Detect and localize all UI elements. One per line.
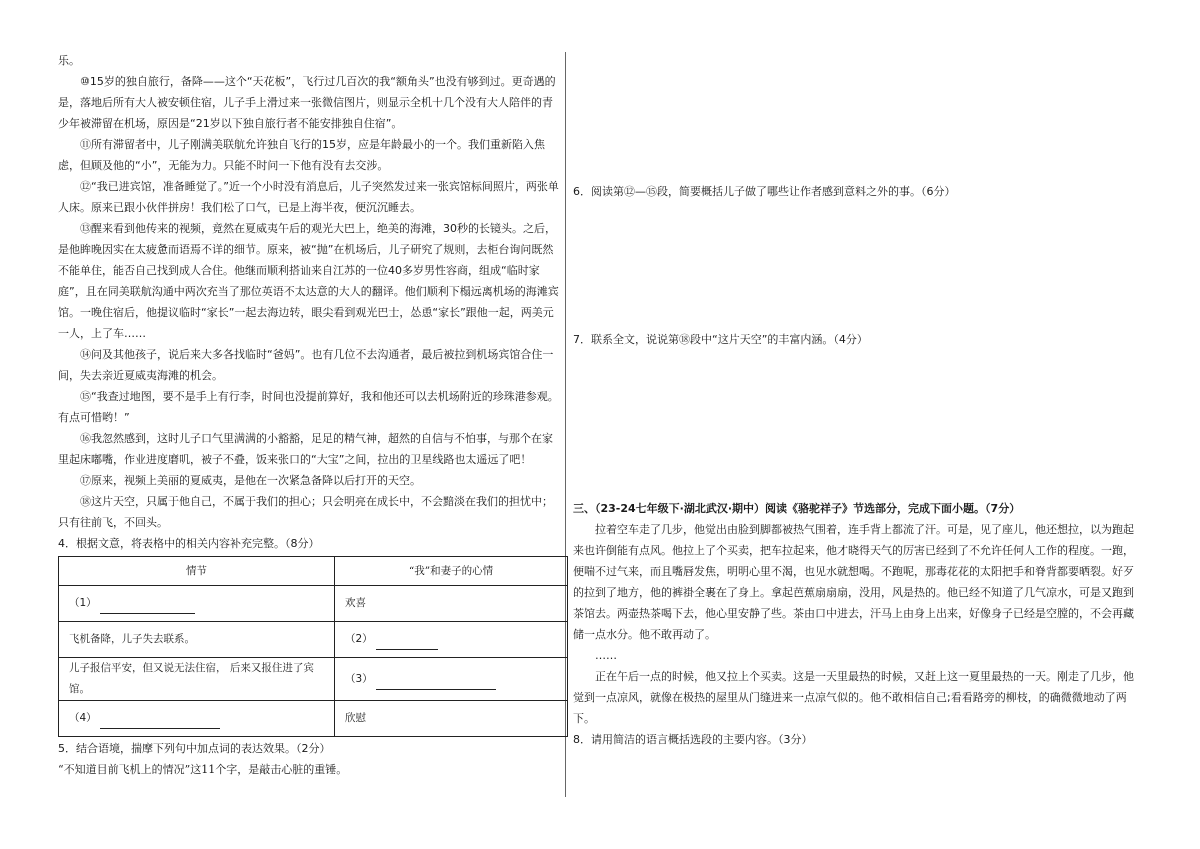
blank-label: （1） bbox=[69, 597, 97, 609]
table-row bbox=[59, 658, 568, 701]
table-cell: 儿子报信平安，但又说无法住宿， 后来又报住进了宾馆。 bbox=[59, 658, 335, 701]
table-cell bbox=[335, 658, 568, 701]
answer-table bbox=[58, 556, 568, 737]
paragraph-16: ⑯我忽然感到，这时儿子口气里满满的小豁豁，足足的精气神，超然的自信与不怕事，与那个在家里起床嘟嘴，作业进度磨叽，被子不叠，饭来张口的“大宝”之间，拉出的卫星线路也太遥远了吧！ bbox=[58, 432, 553, 466]
table-row bbox=[59, 586, 568, 622]
table-header-plot: 情节 bbox=[59, 557, 335, 586]
paragraph-10: ⑩15岁的独自旅行，备降——这个“天花板”，飞行过几百次的我“额角头”也没有够到过。更奇遇的是，落地后所有大人被安顿住宿，儿子手上滑过来一张微信图片，则显示全机十几个没有大人陪伴的青少年被滞留在机场，原因是“21岁以下独自旅行者不能安排独自住宿”。 bbox=[58, 75, 556, 130]
answer-blank[interactable] bbox=[376, 637, 438, 650]
blank-label: （3） bbox=[345, 672, 373, 685]
question-7: 7．联系全文，说说第⑱段中“这片天空”的丰富内涵。（4分） bbox=[573, 333, 868, 346]
blank-label: （4） bbox=[69, 712, 97, 724]
table-row bbox=[59, 622, 568, 658]
paragraph-14: ⑭问及其他孩子，说后来大多各找临时“爸妈”。也有几位不去沟通者，最后被拉到机场宾馆合住一间，失去亲近夏威夷海滩的机会。 bbox=[58, 348, 554, 382]
table-cell bbox=[59, 701, 335, 737]
answer-space bbox=[573, 350, 1143, 498]
table-row bbox=[59, 701, 568, 737]
question-8: 8．请用简洁的语言概括选段的主要内容。（3分） bbox=[573, 733, 813, 746]
answer-blank[interactable] bbox=[100, 601, 195, 614]
table-cell: 飞机备降，儿子失去联系。 bbox=[59, 622, 335, 658]
ellipsis: …… bbox=[595, 649, 617, 662]
question-6: 6．阅读第⑫—⑮段，简要概括儿子做了哪些让作者感到意料之外的事。（6分） bbox=[573, 185, 956, 198]
answer-blank[interactable] bbox=[376, 677, 496, 690]
table-cell bbox=[335, 622, 568, 658]
left-column bbox=[58, 50, 561, 780]
question-4: 4．根据文意，将表格中的相关内容补充完整。（8分） bbox=[58, 537, 320, 550]
table-cell: 欣慰 bbox=[335, 701, 568, 737]
paragraph-continuation: 乐。 bbox=[58, 54, 80, 67]
table-cell bbox=[59, 586, 335, 622]
table-cell: 欢喜 bbox=[335, 586, 568, 622]
paragraph-18: ⑱这片天空，只属于他自己，不属于我们的担心；只会明亮在成长中，不会黯淡在我们的担忧中；只有往前飞，不回头。 bbox=[58, 495, 553, 529]
section-3-heading: 三、（23-24七年级下·湖北武汉·期中）阅读《骆驼祥子》节选部分，完成下面小题。（7分） bbox=[573, 502, 1021, 515]
answer-space bbox=[573, 202, 1143, 329]
spacer bbox=[573, 50, 1143, 181]
question-5-sentence: “不知道目前飞机上的情况”这11个字，是敲击心脏的重锤。 bbox=[58, 763, 348, 776]
paragraph-11: ⑪所有滞留者中，儿子刚满美联航允许独自飞行的15岁，应是年龄最小的一个。我们重新陷入焦虑，但顾及他的“小”，无能为力。只能不时问一下他有没有去交涉。 bbox=[58, 138, 545, 172]
right-column bbox=[573, 50, 1143, 750]
table-header-row bbox=[59, 557, 568, 586]
blank-label: （2） bbox=[345, 633, 373, 645]
paragraph-12: ⑫“我已进宾馆，准备睡觉了。”近一个小时没有消息后，儿子突然发过来一张宾馆标间照片，两张单人床。原来已跟小伙伴拼房！我们松了口气，已是上海半夜，便沉沉睡去。 bbox=[58, 180, 559, 214]
table-header-mood: “我”和妻子的心情 bbox=[335, 557, 568, 586]
reading-paragraph-2: 正在午后一点的时候，他又拉上个买卖。这是一天里最热的时候，又赶上这一夏里最热的一天。刚走了几步，他觉到一点凉风，就像在极热的屋里从门缝进来一点凉气似的。他不敢相信自己;看看路旁的柳枝，的确微微地动了两下。 bbox=[573, 670, 1134, 725]
question-5: 5．结合语境，揣摩下列句中加点词的表达效果。（2分） bbox=[58, 742, 331, 755]
paragraph-15: ⑮“我查过地图，要不是手上有行李，时间也没提前算好，我和他还可以去机场附近的珍珠港参观。有点可惜哟！” bbox=[58, 390, 559, 424]
paragraph-17: ⑰原来，视频上美丽的夏威夷，是他在一次紧急备降以后打开的天空。 bbox=[80, 474, 421, 487]
paragraph-13: ⑬醒来看到他传来的视频，竟然在夏威夷午后的观光大巴上，绝美的海滩，30秒的长镜头。之后，是他眸晚因实在太疲惫而语焉不详的细节。原来，被“抛”在机场后，儿子研究了规则，去柜台询问既然不能单住，能否自己找到成人合住。他继而顺利搭讪来自江苏的一位40多岁男性容商，组成“临时家庭”，且在同美联航沟通中两次充当了那位英语不太达意的大人的翻译。他们顺利下榻远离机场的海滩宾馆。一晚住宿后，他提议临时“家长”一起去海边转，眼尖看到观光巴士，怂恿“家长”跟他一起，两美元一人，上了车…… bbox=[58, 222, 559, 340]
reading-paragraph-1: 拉着空车走了几步，他觉出由脸到脚都被热气围着，连手背上都流了汗。可是，见了座儿，他还想拉，以为跑起来也许倒能有点风。他拉上了个买卖，把车拉起来，他才晓得天气的厉害已经到了不允许任何人工作的程度。一跑，便喘不过气来，而且嘴唇发焦，明明心里不渴，也见水就想喝。不跑呢，那毒花花的太阳把手和脊背都要晒裂。好歹的拉到了地方，他的裤褂全裹在了身上。拿起芭蕉扇扇扇，没用，风是热的。他已经不知道了几气凉水，可是又跑到茶馆去。两壶热茶喝下去，他心里安静了些。茶由口中进去，汗马上由身上出来，好像身子已经是空膛的，不会再藏储一点水分。他不敢再动了。 bbox=[573, 523, 1134, 641]
answer-blank[interactable] bbox=[100, 716, 220, 729]
